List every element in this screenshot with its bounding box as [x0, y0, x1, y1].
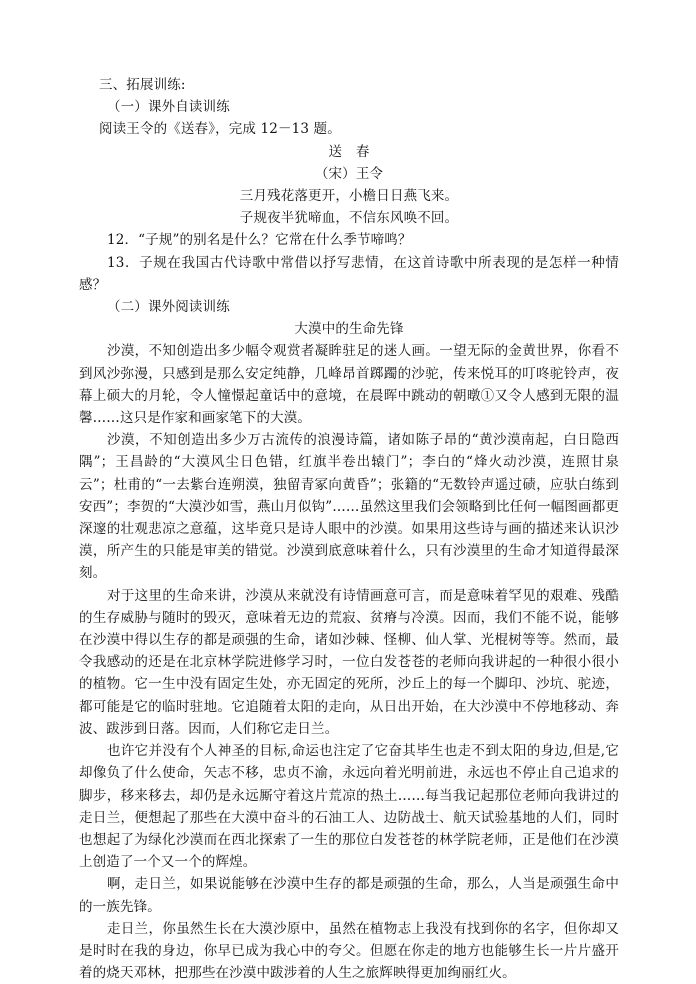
- part1-instruction: 阅读王令的《送春》，完成 12－13 题。: [99, 121, 341, 138]
- article-paragraph-2: 沙漠，不知创造出多少万古流传的浪漫诗篇，诸如陈子昂的“黄沙漠南起，白日隐西隅”；王昌龄的“大漠风尘日色错，红旗半卷出辕门”；李白的“烽火动沙漠，连照甘泉云”；杜甫的“一去紫台连朔漠，独留青冢向黄昏”；张籍的“无数铃声遥过碛，应驮白练到安西”；李贺的“大漠沙如雪，燕山月似钩”……虽然这里我们会领略到比任何一幅图画都更深邃的壮观悲凉之意蕴，这毕竟只是诗人眼中的沙漠。如果用这些诗与画的描述来认识沙漠，所产生的只能是审美的错觉。沙漠到底意味着什么，只有沙漠里的生命才知道得最深刻。: [79, 432, 619, 582]
- part1-heading: （一）课外自读训练: [107, 99, 230, 116]
- article-paragraph-3: 对于这里的生命来讲，沙漠从来就没有诗情画意可言，而是意味着罕见的艰难、残酷的生存威胁与随时的毁灭，意味着无边的荒寂、贫瘠与冷漠。因而，我们不能不说，能够在沙漠中得以生存的都是顽强的生命，诸如沙棘、怪柳、仙人掌、光棍树等等。然而，最令我感动的还是在北京林学院进修学习时，一位白发苍苍的老师向我讲起的一种很小很小的植物。它一生中没有固定生处，亦无固定的死所，沙丘上的每一个脚印、沙坑、驼迹，都可能是它的临时驻地。它追随着太阳的走向，从日出开始，在大沙漠中不停地移动、奔波、跋涉到日落。因而，人们称它走日兰。: [79, 587, 619, 737]
- question-12: 12．“子规”的别名是什么？它常在什么季节啼鸣？: [107, 232, 412, 249]
- article-paragraph-6: 走日兰，你虽然生长在大漠沙原中，虽然在植物志上我没有找到你的名字，但你却又是时时在我的身边，你早已成为我心中的夸父。但愿在你走的地方也能够生长一片片盛开着的烧天邓林，把那些在沙漠中跋涉着的人生之旅辉映得更加绚丽红火。: [79, 920, 619, 982]
- poem-line-2: 子规夜半犹啼血，不信东风唤不回。: [239, 210, 459, 227]
- article-title: 大漠中的生命先锋: [294, 321, 404, 338]
- question-13: 13．子规在我国古代诗歌中常借以抒写悲情，在这首诗歌中所表现的是怎样一种情感？: [79, 254, 619, 293]
- poem-author: （宋）王令: [314, 165, 384, 182]
- section-heading: 三、拓展训练:: [99, 77, 186, 93]
- document-body: [79, 74, 619, 984]
- article-paragraph-1: 沙漠，不知创造出多少幅令观赏者凝眸驻足的迷人画。一望无际的金黄世界，你看不到风沙弥漫，只感到是那么安定纯静，几峰昂首踯躅的沙驼，传来悦耳的叮咚驼铃声，夜幕上硕大的月轮，令人憧憬起童话中的意境，在晨晖中跳动的朝暾①又令人感到无限的温馨……这只是作家和画家笔下的大漠。: [79, 343, 619, 427]
- poem-line-1: 三月残花落更开，小檐日日燕飞来。: [239, 188, 459, 205]
- part2-heading: （二）课外阅读训练: [107, 299, 230, 316]
- poem: [79, 141, 619, 230]
- article-paragraph-4: 也许它并没有个人神圣的目标,命运也注定了它奋其毕生也走不到太阳的身边,但是,它却像负了什么使命，矢志不移，忠贞不渝，永远向着光明前进，永远也不停止自己追求的脚步，移来移去，却仍是永远厮守着这片荒凉的热土……每当我记起那位老师向我讲过的走日兰，便想起了那些在大漠中奋斗的石油工人、边防战士、航天试验基地的人们，同时也想起了为绿化沙漠而在西北探索了一生的那位白发苍苍的林学院老师，正是他们在沙漠上创造了一个又一个的辉煌。: [79, 743, 619, 871]
- poem-title: 送 春: [328, 143, 370, 160]
- article-paragraph-5: 啊，走日兰，如果说能够在沙漠中生存的都是顽强的生命，那么，人当是顽强生命中的一族先锋。: [79, 876, 619, 915]
